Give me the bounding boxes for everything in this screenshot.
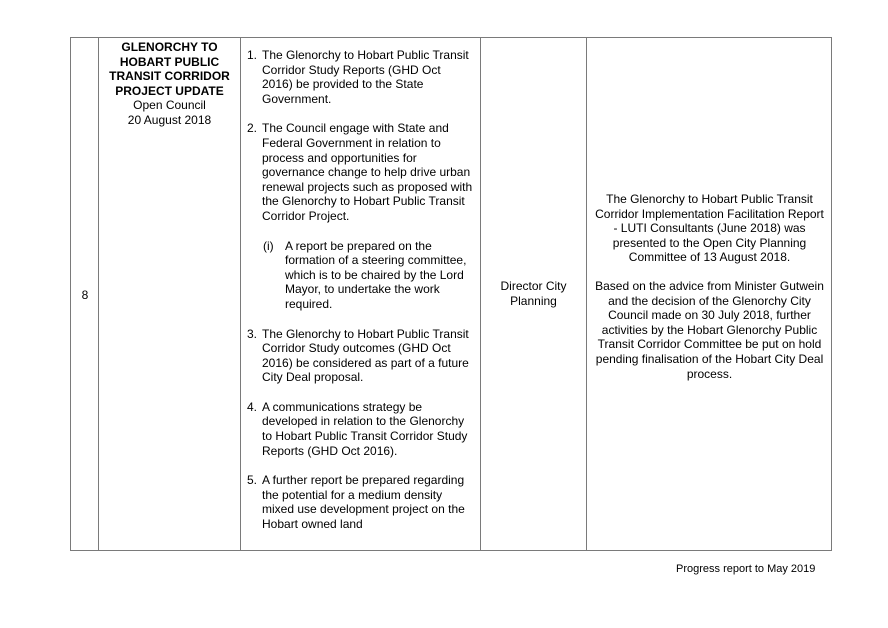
item-number: 8 (81, 288, 89, 302)
meeting-date: 20 August 2018 (127, 112, 212, 127)
recommendation-item: 1. The Glenorchy to Hobart Public Transit Corridor Study Reports (GHD Oct 2016) be provided to the State Government. (247, 48, 469, 106)
status-paragraph: The Glenorchy to Hobart Public Transit Corridor Implementation Facilitation Report - LUTI Consultants (June 2018) was presented to the Open City Planning Committee of 13 August 2018. (595, 192, 824, 265)
item-title: GLENORCHY TO HOBART PUBLIC TRANSIT CORRIDOR PROJECT UPDATE (109, 40, 230, 98)
responsible-officer: Director City Planning (500, 279, 567, 308)
meeting-type: Open Council (133, 98, 206, 113)
status-paragraph: Based on the advice from Minister Gutwein and the decision of the Glenorchy City Council made on 30 July 2018, further activities by the Hobart Glenorchy Public Transit Corridor Committee be put on hold pending finalisation of the Hobart City Deal process. (595, 278, 824, 381)
recommendation-subitem: (i) A report be prepared on the formation of a steering committee, which is to be chaired by the Lord Mayor, to undertake the work required. (263, 238, 467, 311)
status-text (593, 192, 826, 395)
recommendation-item: 3. The Glenorchy to Hobart Public Transit Corridor Study outcomes (GHD Oct 2016) be considered as part of a future City Deal proposal. (247, 326, 469, 385)
recommendation-list (241, 48, 480, 547)
progress-table (70, 37, 832, 551)
recommendation-item: 5. A further report be prepared regarding the potential for a medium density mixed use development project on the Hobart owned land (247, 473, 465, 532)
responsible-cell (481, 38, 587, 550)
item-title-cell (99, 38, 241, 550)
recommendations-cell (241, 38, 481, 550)
status-cell (587, 38, 832, 550)
recommendation-item: 2. The Council engage with State and Federal Government in relation to process and opportunities for governance change to help drive urban renewal projects such as proposed with the Glenorchy to Hobart Public Transit Corridor Project. (247, 121, 473, 223)
recommendation-item: 4. A communications strategy be developed in relation to the Glenorchy to Hobart Public Transit Corridor Study Reports (GHD Oct 2016). (247, 399, 468, 458)
page-footer: Progress report to May 2019 (676, 563, 816, 575)
item-number-cell (71, 38, 99, 550)
